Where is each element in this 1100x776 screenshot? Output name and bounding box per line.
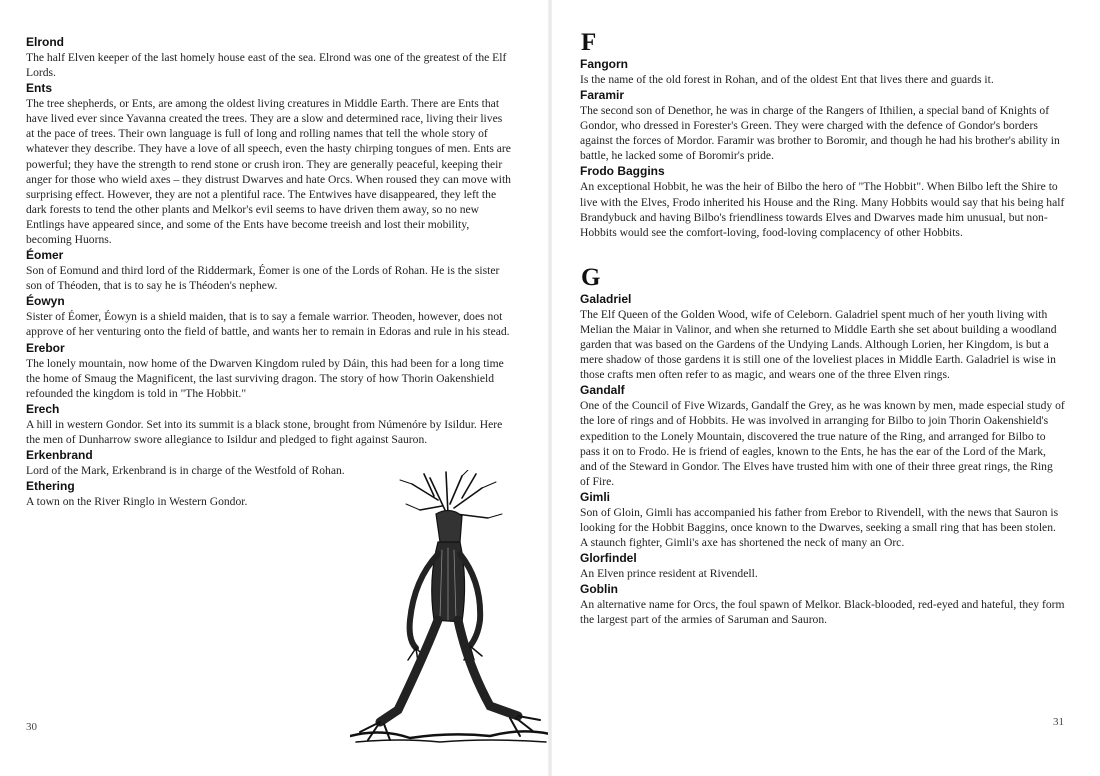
entry-goblin [580,582,1065,627]
entry-term: Erkenbrand [26,447,93,462]
entry-glorfindel [580,551,1065,581]
entry-text: Lord of the Mark, Erkenbrand is in charge of the Westfold of Rohan. [26,463,345,477]
entry-text: The tree shepherds, or Ents, are among the oldest living creatures in Middle Earth. There are Ents that have lived ever since Yavanna created the trees. They are a slow and determined race, living their lives at the pace of trees. Their own language is full of long and rolling names that tell the whole story of whatever they describe. They have a love of all speech, even the hasty chirping tongues of men. Ents are powerful; they have the strength to rend stone or crush iron. They are generally peaceful, keeping their anger for those who wield axes – they distrust Dwarves and hate Orcs. When roused they can move with surprising effect. However, they are not a plentiful race. The Entwives have disappeared, they left the dark forests to tend the other plants and Melkor's evil seems to have driven them away, so no new Entlings have appeared since, and some of the Ents have become treeish and lost their mobility, becoming Huorns. [26,97,511,247]
entry-ents [26,81,512,247]
entry-term: Frodo Baggins [580,164,665,179]
entry-text: A hill in western Gondor. Set into its summit is a black stone, brought from Númenóre by Isildur. Here the men of Dunharrow swore allegiance to Isildur and pledged to fight against Sauron. [26,417,503,446]
entry-term: Gandalf [580,383,625,398]
entry-gimli [580,490,1065,550]
entry-erech [26,402,512,447]
entry-text: An exceptional Hobbit, he was the heir of Bilbo the hero of "The Hobbit". When Bilbo left the Shire to live with the Elves, Frodo inherited his House and the Ring. Many Hobbits would say that his being half Brandybuck and having Bilbo's friendliness towards Elves and Dwarves made him unusual, but non-Hobbits would see the comfort-loving, food-loving complacency of other Hobbits. [580,180,1065,239]
entry-term: Éomer [26,248,64,263]
left-page [0,0,545,776]
entry-term: Erech [26,401,60,416]
entry-text: One of the Council of Five Wizards, Gandalf the Grey, as he was known by men, made especial study of the lore of rings and of Hobbits. He was involved in arranging for Bilbo to join Thorin Oakenshield's expedition to the Lonely Mountain, discovered the true nature of the Ring, and arranged for Bilbo to pass it on to Frodo. He is friend of eagles, known to the Ents, he has the ear of the Lord of the Mark, and of the Steward in Gondor. The Elves have trusted him with one of their three great rings, the Ring of Fire. [580,399,1065,488]
entry-text: Sister of Éomer, Éowyn is a shield maiden, that is to say a female warrior. Theoden, however, does not approve of her venturing onto the field of battle, and wants her to remain in Edoras and rule in his stead. [26,310,510,339]
entry-term: Ethering [26,479,75,494]
entry-term: Éowyn [26,294,65,309]
entry-frodo-baggins [580,164,1065,239]
ent-illustration-icon [350,470,550,745]
page-number: 30 [26,721,37,733]
entry-text: The Elf Queen of the Golden Wood, wife of Celeborn. Galadriel spent much of her youth living with Melian the Maiar in Valinor, and when she returned to Middle Earth she set about building a woodland garden that was based on the Gardens of the Undying Lands. Although Lorien, her Kingdom, is but a mere shadow of those gardens it is still one of the loveliest places in Middle Earth. Galadriel is wise in those crafts men often refer to as magic, and wears one of the three Elven rings. [580,307,1057,382]
entry-term: Galadriel [580,291,632,306]
entry-eomer [26,248,512,293]
entry-term: Goblin [580,582,618,597]
book-gutter [548,0,552,776]
entry-text: Is the name of the old forest in Rohan, and of the oldest Ent that lives there and guards it. [580,73,994,86]
entry-text: An alternative name for Orcs, the foul spawn of Melkor. Black-blooded, red-eyed and hateful, they form the largest part of the armies of Saruman and Sauron. [580,598,1065,627]
entry-elrond [26,35,512,80]
entry-text: A town on the River Ringlo in Western Gondor. [26,495,248,509]
entry-text: Son of Gloin, Gimli has accompanied his father from Erebor to Rivendell, with the news that Sauron is looking for the Hobbit Baggins, once known to the Dwarves, seeking a small ring that has been stolen. A staunch fighter, Gimli's axe has shortened the neck of many an Orc. [580,505,1059,550]
entry-term: Fangorn [580,57,628,71]
entry-term: Gimli [580,489,611,504]
section-letter-f: F [581,29,597,56]
entry-gandalf [580,383,1065,489]
entry-term: Elrond [26,35,64,49]
entry-term: Faramir [580,88,625,103]
entry-fangorn [580,57,1065,87]
right-page [555,0,1100,776]
entry-text: The half Elven keeper of the last homely house east of the sea. Elrond was one of the greatest of the Elf Lords. [26,51,507,80]
entry-text: Son of Eomund and third lord of the Riddermark, Éomer is one of the Lords of Rohan. He is the sister son of Théoden, that is to say he is Théoden's nephew. [26,264,500,293]
entry-term: Glorfindel [580,551,637,566]
entry-term: Ents [26,81,53,96]
entry-eowyn [26,294,512,339]
page-number: 31 [1053,716,1064,728]
entry-text: An Elven prince resident at Rivendell. [580,567,758,581]
right-column [580,30,1065,627]
section-letter-g: G [581,263,601,291]
entry-erebor [26,341,512,401]
left-column [26,34,512,509]
entry-text: The lonely mountain, now home of the Dwarven Kingdom ruled by Dáin, this had been for a long time the home of Smaug the Magnificent, the last surviving dragon. The story of how Thorin Oakenshield refounded the kingdom is told in "The Hobbit." [26,356,504,400]
entry-faramir [580,88,1065,163]
entry-text: The second son of Denethor, he was in charge of the Rangers of Ithilien, a special band of Knights of Gondor, who dressed in Forester's Green. They were charged with the defence of Gondor's borders against the forces of Mordor. Faramir was brother to Boromir, and though he had his brother's ability in battle, he lacked some of Boromir's pride. [580,104,1060,163]
entry-term: Erebor [26,340,65,355]
entry-galadriel [580,292,1065,382]
